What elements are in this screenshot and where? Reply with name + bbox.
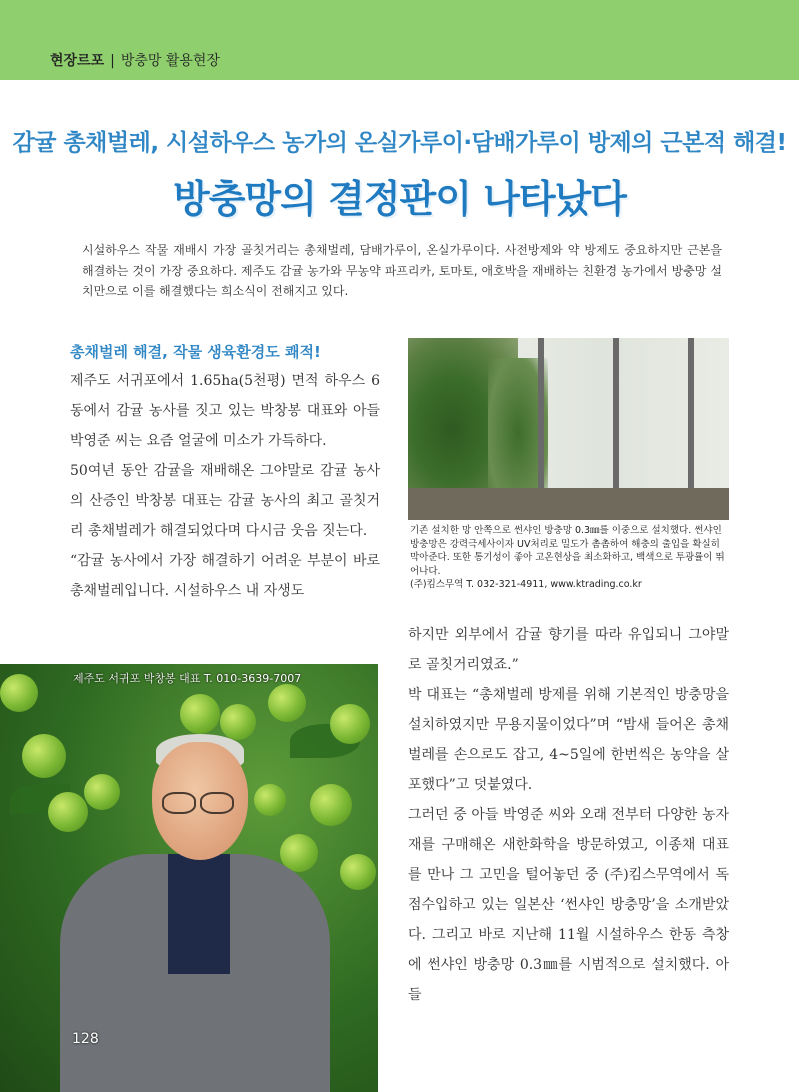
orange-fruit [180,694,220,734]
orange-fruit [310,784,352,826]
photo-caption-farmer: 제주도 서귀포 박창봉 대표 T. 010-3639-7007 [73,672,302,685]
page-number: 128 [72,1031,99,1047]
subheading: 총채벌레 해결, 작물 생육환경도 쾌적! [70,343,321,361]
photo-caption [410,524,732,592]
orange-fruit [220,704,256,740]
headline-kicker: 감귤 총채벌레, 시설하우스 농가의 온실가루이·담배가루이 방제의 근본적 해결! [12,130,787,156]
section-label [50,50,220,70]
shirt-shape [168,854,230,974]
body-paragraph: 하지만 외부에서 감귤 향기를 따라 유입되니 그야말로 골칫거리였죠.” [408,627,729,673]
section-title: 현장르포 [50,53,105,69]
body-column-left [70,366,380,606]
body-paragraph: 그러던 중 아들 박영준 씨와 오래 전부터 다양한 농자재를 구매해온 새한화학을 방문하였고, 이종채 대표를 만나 그 고민을 털어놓던 중 (주)킴스무역에서 독점수입하고 있는 일본산 ‘썬샤인 방충망’을 소개받았다. 그리고 바로 지난해 11월 시설하우스 한동 측창에 썬샤인 방충망 0.3㎜를 시범적으로 설치했다. 아들 [408,807,729,1003]
caption-text: 기존 설치한 망 안쪽으로 썬샤인 방충망 0.3㎜를 이중으로 설치했다. 썬샤인 방충망은 강력극세사이자 UV처리로 밀도가 촘촘하여 해충의 출입을 확실히 막아준다. 또한 통기성이 좋아 고온현상을 최소화하고, 백색으로 투광률이 뛰어나다. [410,525,725,577]
body-paragraph: 제주도 서귀포에서 1.65ha(5천평) 면적 하우스 6동에서 감귤 농사를 짓고 있는 박창봉 대표와 아들 박영준 씨는 요즘 얼굴에 미소가 가득하다. [70,373,380,449]
orange-fruit [84,774,120,810]
headline-title: 방충망의 결정판이 나타났다 [173,177,626,221]
orange-fruit [48,792,88,832]
orange-fruit [254,784,286,816]
orange-fruit [22,734,66,778]
body-column-right [408,620,729,1010]
farmer-photo [0,664,378,1092]
orange-fruit [340,854,376,890]
orange-fruit [268,684,306,722]
body-paragraph: 박 대표는 “총채벌레 방제를 위해 기본적인 방충망을 설치하였지만 무용지물이었다”며 “밤새 들어온 총채벌레를 손으로도 잡고, 4~5일에 한번씩은 농약을 살포했다”고 덧붙였다. [408,687,729,793]
orange-fruit [330,704,370,744]
body-paragraph: “감귤 농사에서 가장 해결하기 어려운 부분이 바로 총채벌레입니다. 시설하우스 내 자생도 [70,553,380,599]
section-separator: | [110,53,115,69]
body-paragraph: 50여년 동안 감귤을 재배해온 그야말로 감귤 농사의 산증인 박창봉 대표는 감귤 농사의 최고 골칫거리 총채벌레가 해결되었다며 다시금 웃음 짓는다. [70,463,380,539]
caption-contact: (주)킴스무역 T. 032-321-4911, www.ktrading.co.kr [410,579,642,590]
glasses-icon [200,792,234,814]
section-subtitle: 방충망 활용현장 [120,53,220,69]
orange-fruit [0,674,38,712]
ground-shape [408,488,729,520]
lead-paragraph: 시설하우스 작물 재배시 가장 골칫거리는 총채벌레, 담배가루이, 온실가루이다. 사전방제와 약 방제도 중요하지만 근본을 해결하는 것이 가장 중요하다. 제주도 감귤 농가와 무농약 파프리카, 토마토, 애호박을 재배하는 친환경 농가에서 방충망 설치만으로 이를 해결했다는 희소식이 전해지고 있다. [82,243,722,298]
greenhouse-photo [408,338,729,520]
glasses-icon [162,792,196,814]
